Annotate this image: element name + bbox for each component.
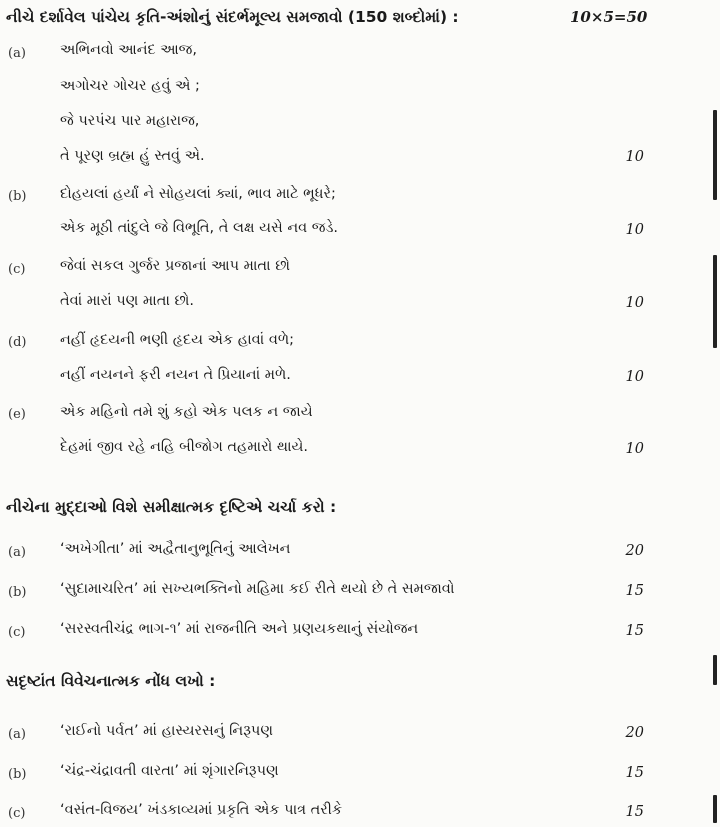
item-marks: 10 (625, 149, 644, 165)
scan-edge-mark (713, 300, 717, 348)
item-label: (a) (8, 545, 26, 560)
verse-line: જેવાં સકલ ગુર્જર પ્રજાનાં આપ માતા છો (60, 258, 291, 274)
section2-heading: નીચેના મુદ્દાઓ વિશે સમીક્ષાત્મક દૃષ્ટિએ ચર્ચા કરો : (6, 498, 337, 516)
item-marks: 10 (625, 222, 644, 238)
item-label: (e) (8, 407, 26, 422)
item-marks: 10 (625, 369, 644, 385)
verse-line: અગોચર ગોચર હવું એ ; (60, 78, 200, 94)
question-text: ‘અખેગીતા’ માં અદ્વૈતાનુભૂતિનું આલેખન (60, 541, 291, 557)
question-text: ‘રાઈનો પર્વત’ માં હાસ્યરસનું નિરૂપણ (60, 723, 273, 739)
item-label: (d) (8, 335, 27, 350)
item-marks: 10 (625, 295, 644, 311)
verse-line: જે પરપંચ પાર મહારાજ, (60, 113, 200, 129)
item-label: (c) (8, 625, 26, 640)
verse-line: નહીં નયનને ફરી નયન તે પ્રિયાનાં મળે. (60, 367, 291, 383)
item-label: (c) (8, 262, 26, 277)
item-marks: 15 (625, 804, 644, 820)
item-label: (b) (8, 767, 27, 782)
section1-heading: નીચે દર્શાવેલ પાંચેય કૃતિ-અંશોનું સંદર્ભમૂલ્ય સમજાવો (150 શબ્દોમાં) : (6, 8, 459, 26)
item-label: (c) (8, 806, 26, 821)
verse-line: દોહયલાં હર્યાં ને સોહયલાં ક્યાં, ભાવ માટે ભૂધરે; (60, 186, 336, 202)
item-marks: 15 (625, 623, 644, 639)
verse-line: એક મહિનો તમે શું કહો એક પલક ન જાયે (60, 404, 313, 420)
item-label: (b) (8, 189, 27, 204)
question-text: ‘વસંત-વિજય’ ખંડકાવ્યમાં પ્રકૃતિ એક પાત્ર તરીકે (60, 802, 343, 818)
item-marks: 20 (625, 543, 644, 559)
item-marks: 15 (625, 583, 644, 599)
verse-line: નહીં હૃદયની ભણી હૃદય એક હાવાં વળે; (60, 332, 295, 348)
item-marks: 10 (625, 441, 644, 457)
section1-total-marks: 10×5=50 (570, 8, 648, 26)
verse-line: તેવાં મારાં પણ માતા છો. (60, 293, 194, 309)
question-text: ‘સુદામાચરિત’ માં સખ્યભક્તિનો મહિમા કઈ રીતે થયો છે તે સમજાવો (60, 581, 455, 597)
verse-line: તે પૂરણ બ્રહ્મ હું સ્તવું એ. (60, 148, 205, 164)
item-label: (b) (8, 585, 27, 600)
question-text: ‘ચંદ્ર-ચંદ્રાવતી વારતા’ માં શૃંગારનિરૂપણ (60, 763, 279, 779)
item-marks: 20 (625, 725, 644, 741)
scan-edge-mark (713, 655, 717, 685)
verse-line: અભિનવો આનંદ આજ, (60, 42, 197, 58)
scan-edge-mark (713, 110, 717, 200)
item-label: (a) (8, 46, 26, 61)
verse-line: એક મૂઠી તાંદુલે જે વિભૂતિ, તે લક્ષ યસે નવ જડે. (60, 220, 339, 236)
question-text: ‘સરસ્વતીચંદ્ર ભાગ-૧’ માં રાજનીતિ અને પ્રણયકથાનું સંયોજન (60, 621, 419, 637)
item-label: (a) (8, 727, 26, 742)
section3-heading: સદૃષ્ટાંત વિવેચનાત્મક નોંધ લખો : (6, 672, 216, 690)
item-marks: 15 (625, 765, 644, 781)
scan-edge-mark (713, 795, 717, 823)
verse-line: દેહમાં જીવ રહે નહિ બીજોગ તહમારો થાયે. (60, 439, 308, 455)
